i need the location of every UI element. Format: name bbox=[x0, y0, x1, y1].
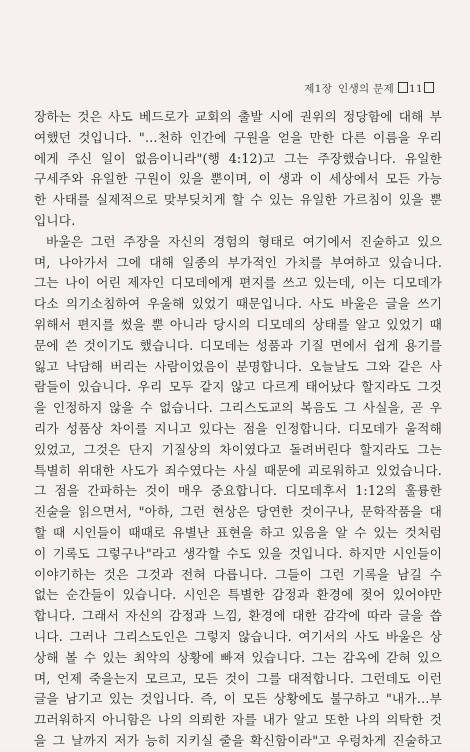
text-line: 그 점을 간파하는 것이 매우 중요합니다. 디모데후서 1:12의 훌륭한 bbox=[34, 483, 442, 499]
running-header bbox=[304, 81, 434, 96]
text-line: 이야기하는 것은 그것과 전혀 다릅니다. 그들이 그런 기록을 남길 수 bbox=[34, 566, 442, 582]
body-text bbox=[34, 107, 442, 752]
text-line: 글을 남기고 있는 것입니다. 즉, 이 모든 상황에도 불구하고 "내가…부 bbox=[34, 691, 442, 707]
text-line: 바울은 그런 주장을 자신의 경험의 형태로 여기에서 진술하고 있으 bbox=[46, 233, 442, 249]
text-line: 없는 순간들이 있습니다. 시인은 특별한 감정과 환경에 젖어 있어야만 bbox=[34, 587, 442, 603]
text-line: 을 그 날까지 저가 능히 지키실 줄을 확신함이라"고 우렁차게 진술하고 bbox=[34, 732, 442, 748]
text-line: 그는 나이 어린 제자인 디모데에게 편지를 쓰고 있는데, 이는 디모데가 bbox=[34, 275, 442, 291]
chapter-label: 제1장 bbox=[304, 83, 333, 95]
box-ornament-left bbox=[398, 82, 408, 93]
text-line: 리가 성품상 차이를 지니고 있다는 점을 인정합니다. 디모데가 울적해 bbox=[34, 420, 442, 436]
text-line: 합니다. 그래서 자신의 감정과 느낌, 환경에 대한 감각에 따라 글을 씁 bbox=[34, 608, 442, 624]
text-line: 입니다. bbox=[34, 212, 76, 228]
text-line: 구세주와 유일한 구원이 있을 뿐이며, 이 생과 이 세상에서 모든 가능 bbox=[34, 171, 442, 187]
text-line: 진술을 읽으면서, "아하, 그런 현상은 당연한 것이구나, 문학작품을 대 bbox=[34, 504, 442, 520]
text-line: 문에 쓴 것이기도 했습니다. 디모데는 성품과 기질 면에서 쉽게 용기를 bbox=[34, 337, 442, 353]
text-line: 장하는 것은 사도 베드로가 교회의 출발 시에 권위의 정당함에 대해 부 bbox=[34, 109, 442, 124]
text-line: 위해서 편지를 썼을 뿐 아니라 당시의 디모데의 상태를 알고 있었기 때 bbox=[34, 316, 442, 332]
text-line: 끄러워하지 아니함은 나의 의뢰한 자를 내가 알고 또한 나의 의탁한 것 bbox=[34, 712, 442, 728]
text-line: 에게 주신 일이 없음이니라"(행 4:12)고 그는 주장했습니다. 유일한 bbox=[34, 150, 442, 166]
text-line: 이 기록도 그렇구나"라고 생각할 수도 있을 것입니다. 하지만 시인들이 bbox=[34, 545, 442, 561]
text-line: 며, 언제 죽을는지 모르고, 모든 것이 그를 대적합니다. 그런데도 이런 bbox=[34, 670, 442, 686]
text-line: 을 인정하지 않을 수 없습니다. 그리스도교의 복음도 그 사실을, 곧 우 bbox=[34, 400, 442, 416]
text-line: 특별히 위대한 사도가 죄수였다는 사실 때문에 괴로워하고 있었습니다. bbox=[34, 462, 442, 478]
text-line: 있었고, 그것은 단지 기질상의 차이였다고 돌려버린다 할지라도 그는 bbox=[34, 441, 442, 457]
text-line: 며, 나아가서 그에 대해 일종의 부가적인 가치를 부여하고 있습니다. bbox=[34, 254, 442, 270]
text-line: 잃고 낙담해 버리는 사람이었음이 분명합니다. 오늘날도 그와 같은 사 bbox=[34, 358, 442, 374]
text-line: 할 때 시인들이 때때로 유별난 표현을 하고 있음을 알 수 있는 것처럼 bbox=[34, 524, 442, 540]
page-number: 11 bbox=[409, 83, 423, 95]
text-line: 니다. 그러나 그리스도인은 그렇지 않습니다. 여기서의 사도 바울은 상 bbox=[34, 628, 442, 644]
text-line: 여했던 것입니다. "…천하 인간에 구원을 얻을 만한 다른 이름을 우리 bbox=[34, 129, 442, 145]
text-line: 다소 의기소침하여 우울해 있었기 때문입니다. 사도 바울은 글을 쓰기 bbox=[34, 296, 442, 312]
chapter-title: 인생의 문제 bbox=[338, 83, 395, 95]
box-ornament-right bbox=[424, 82, 434, 93]
text-line: 한 사태를 실제적으로 맞부딪치게 할 수 있는 유일한 가르침이 있을 뿐 bbox=[34, 192, 442, 208]
text-line: 상해 볼 수 있는 최악의 상황에 빠져 있습니다. 그는 감옥에 갇혀 있으 bbox=[34, 649, 442, 665]
text-line: 람들이 있습니다. 우리 모두 같지 않고 다르게 태어났다 할지라도 그것 bbox=[34, 379, 442, 395]
